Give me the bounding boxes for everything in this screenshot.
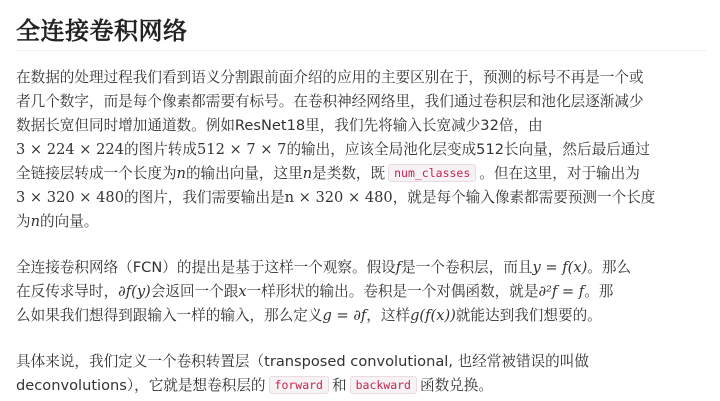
paragraph-1-line-7 (16, 210, 98, 234)
math-variable-f: f (395, 259, 402, 276)
text-segment: 么如果我们想得到跟输入一样的输入，那么定义 (16, 307, 323, 324)
math-equation: g = ∂f (322, 307, 367, 324)
text-segment: 的输出，应该全局池化层变成512长向量，然后最后通过 (286, 141, 650, 158)
paragraph-1-line-6 (16, 186, 655, 210)
paragraph-1-line-1: 在数据的处理过程我们看到语义分割跟前面介绍的应用的主要区别在于，预测的标号不再是一个或 (16, 69, 644, 86)
math-variable-n: n (30, 213, 41, 230)
inline-code-num-classes: num_classes (388, 164, 476, 182)
math-variable-n: n (302, 165, 313, 182)
text-segment: 会返回一个跟 (150, 283, 239, 300)
paragraph-2-line-1 (16, 256, 631, 280)
text-segment: 。那么 (587, 259, 632, 276)
text-segment: 为 (16, 213, 31, 230)
paragraph-3-line-1: 具体来说，我们定义一个卷积转置层（transposed convolutional, 也经常被错误的叫做 (16, 353, 589, 370)
paragraph-1-line-2: 者几个数字，而是每个像素都需要有标号。在卷积神经网络里，我们通过卷积层和池化层逐渐减少 (16, 93, 644, 110)
math-variable-n: n (176, 165, 186, 182)
paragraph-1-line-3: 数据长宽但同时增加通道数。例如ResNet18里，我们先将输入长宽减少32倍，由 (16, 117, 543, 134)
math-output-shape: n × 320 × 480 (284, 189, 393, 206)
text-segment: 函数兑换。 (419, 377, 493, 394)
math-expression: ∂f(y) (118, 283, 151, 300)
text-segment: 是一个卷积层，而且 (401, 259, 533, 276)
math-output-shape: 512 × 7 × 7 (197, 141, 287, 158)
math-input-shape: 3 × 224 × 224 (16, 141, 125, 158)
text-segment: deconvolutions），它就是想卷积层的 (16, 377, 266, 394)
paragraph-3-line-2 (16, 374, 493, 398)
text-segment: 就能达到我们想要的。 (455, 307, 602, 324)
text-segment: ，这样 (366, 307, 411, 324)
text-segment: 一样形状的输出。卷积是一个对偶函数，就是 (246, 283, 539, 300)
paragraph-1-line-5 (16, 162, 640, 186)
title-divider (16, 50, 706, 51)
text-segment: 的图片转成 (124, 141, 197, 158)
text-segment: 和 (331, 377, 347, 394)
math-expression: g(f(x)) (410, 307, 456, 324)
text-segment: 全链接层转成一个长度为 (16, 165, 177, 182)
text-segment: 。那 (584, 283, 614, 300)
text-segment: ，就是每个输入像素都需要预测一个长度 (392, 189, 656, 206)
paragraph-2-line-2 (16, 280, 613, 304)
text-segment: 全连接卷积网络（FCN）的提出是基于这样一个观察。假设 (16, 259, 396, 276)
math-input-shape: 3 × 320 × 480 (16, 189, 125, 206)
math-equation: y = f(x) (532, 259, 588, 276)
text-segment: 是类数，既 (312, 165, 386, 182)
paragraph-2-line-3 (16, 304, 602, 328)
inline-code-backward: backward (350, 376, 417, 394)
text-segment: 。但在这里，对于输出为 (479, 165, 640, 182)
math-equation: ∂²f = f (538, 283, 585, 300)
paragraph-1-line-4 (16, 138, 650, 162)
text-segment: 的输出向量，这里 (185, 165, 303, 182)
page-title: 全连接卷积网络 (16, 17, 188, 45)
math-variable-x: x (238, 283, 247, 300)
text-segment: 的图片，我们需要输出是 (124, 189, 285, 206)
inline-code-forward: forward (269, 376, 329, 394)
text-segment: 的向量。 (40, 213, 99, 230)
text-segment: 在反传求导时， (16, 283, 119, 300)
